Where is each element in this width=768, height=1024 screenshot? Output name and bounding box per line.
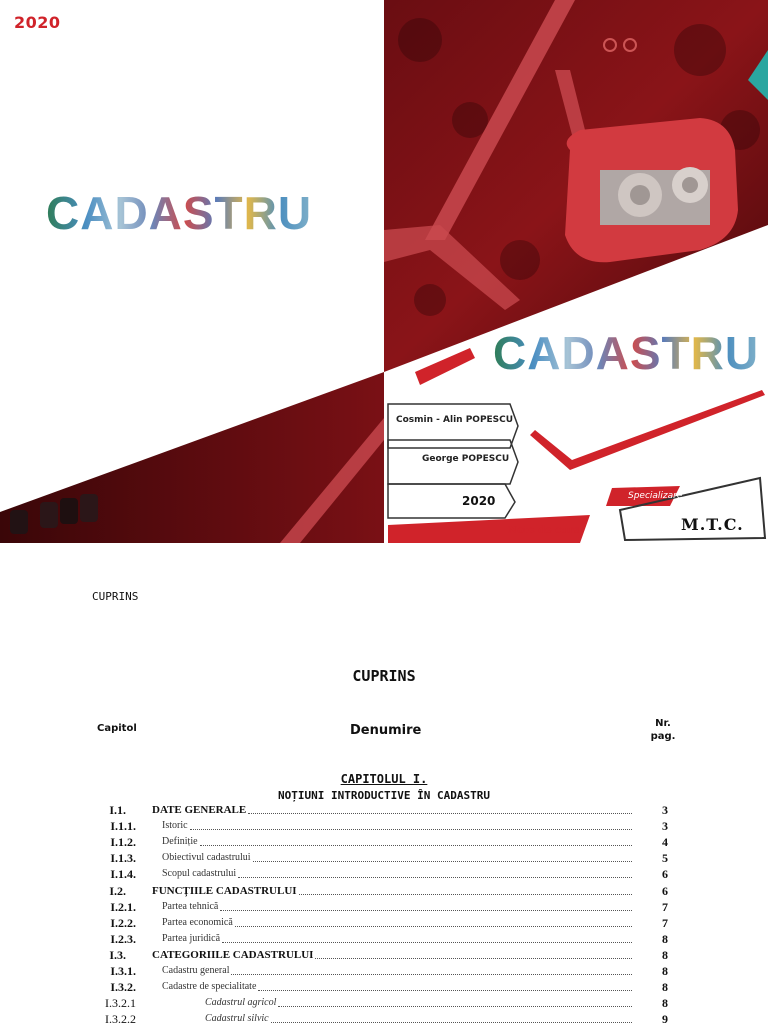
toc-title: Cadastrul agricol — [205, 997, 277, 1009]
author-2: George POPESCU — [422, 454, 510, 464]
toc-leader-dots — [190, 829, 632, 830]
toc-row — [0, 931, 768, 947]
toc-title: FUNCȚIILE CADASTRULUI — [152, 884, 297, 897]
toc-row — [0, 802, 768, 818]
toc-row — [0, 850, 768, 866]
chapter-subtitle: NOȚIUNI INTRODUCTIVE ÎN CADASTRU — [278, 789, 490, 802]
toc-number: I.3.2.1 — [105, 996, 136, 1011]
toc-page-number: 7 — [662, 899, 668, 914]
toc-page-number: 7 — [662, 915, 668, 930]
toc-leader-dots — [258, 990, 632, 991]
toc-row — [0, 995, 768, 1011]
toc-page-number: 3 — [662, 803, 668, 817]
column-name: Denumire — [350, 723, 422, 738]
toc-page-number: 8 — [662, 931, 668, 946]
toc-leader-dots — [231, 974, 632, 975]
toc-row — [0, 899, 768, 915]
toc-title: Cadastre de specialitate — [162, 981, 257, 993]
toc-page-number: 8 — [662, 996, 668, 1011]
toc-row — [0, 947, 768, 963]
toc-leader-dots — [235, 926, 632, 927]
toc-leader-dots — [271, 1022, 632, 1023]
toc-number: I.1.4. — [110, 867, 136, 882]
column-page-line1: Nr. — [655, 718, 671, 729]
year-box — [388, 484, 515, 518]
toc-leader-dots — [200, 845, 632, 846]
toc-number: I.1. — [109, 803, 126, 817]
toc-page-number: 3 — [662, 819, 668, 834]
toc-title: Istoric — [162, 820, 188, 832]
toc-row — [0, 834, 768, 850]
toc-row — [0, 883, 768, 899]
toc-number: I.2.1. — [110, 899, 136, 914]
toc-title: Cadastrul silvic — [205, 1013, 269, 1024]
toc-number: I.2.2. — [110, 915, 136, 930]
toc-number: I.3.2. — [110, 980, 136, 995]
toc-number: I.2.3. — [110, 931, 136, 946]
toc-title: Partea juridică — [162, 932, 221, 944]
specialization-label: Specializare — [628, 491, 683, 501]
page-header: CUPRINS — [92, 590, 139, 603]
toc-number: I.3. — [109, 947, 126, 962]
toc-title: Cadastru general — [162, 965, 230, 976]
toc-number: I.1.1. — [110, 819, 136, 834]
toc-leader-dots — [220, 910, 632, 911]
notes-label: Note de curs — [508, 525, 580, 536]
toc-page-number: 8 — [662, 980, 668, 995]
toc-title: DATE GENERALE — [152, 804, 247, 816]
toc-leader-dots — [248, 813, 632, 814]
toc-row — [0, 963, 768, 979]
toc-title: Scopul cadastrului — [162, 868, 237, 880]
toc-number: I.1.2. — [110, 835, 136, 850]
toc-row — [0, 915, 768, 931]
author-1: Cosmin - Alin POPESCU — [396, 415, 514, 425]
cover-title: CADASTRU — [46, 187, 313, 239]
toc-row — [0, 979, 768, 995]
toc-leader-dots — [238, 877, 632, 878]
toc-title: Partea tehnică — [162, 900, 219, 912]
specialization-value: M.T.C. — [681, 515, 744, 534]
toc-number: I.3.2.2 — [105, 1012, 136, 1024]
toc-page-number: 9 — [662, 1012, 668, 1024]
toc-page-number: 6 — [662, 883, 668, 898]
toc-row — [0, 1011, 768, 1024]
toc-leader-dots — [315, 958, 632, 959]
author-box-1 — [388, 404, 518, 448]
toc-number: I.3.1. — [110, 964, 136, 978]
toc-leader-dots — [278, 1006, 632, 1007]
cover-title-secondary: CADASTRU — [493, 327, 760, 379]
toc-page-number: 4 — [662, 835, 668, 850]
church-building — [600, 167, 710, 225]
column-page — [650, 717, 676, 743]
page-title: CUPRINS — [352, 667, 416, 685]
toc-leader-dots — [253, 861, 632, 862]
toc-number: I.2. — [109, 883, 126, 898]
column-chapter: Capitol — [97, 723, 137, 734]
table-of-contents-page — [0, 543, 768, 1024]
toc-leader-dots — [222, 942, 632, 943]
toc-page-number: 8 — [662, 947, 668, 962]
toc-title: CATEGORIILE CADASTRULUI — [152, 948, 314, 961]
cover-year: 2020 — [14, 13, 61, 32]
cover-year-secondary: 2020 — [462, 494, 496, 508]
toc-number: I.1.3. — [110, 851, 136, 866]
toc-title: Definiție — [162, 836, 198, 848]
toc-title: Partea economică — [162, 916, 233, 928]
toc-row — [0, 818, 768, 834]
toc-title: Obiectivul cadastrului — [162, 852, 251, 864]
toc-page-number: 8 — [662, 964, 668, 978]
toc-row — [0, 866, 768, 882]
toc-page-number: 6 — [662, 867, 668, 882]
toc-page-number: 5 — [662, 851, 668, 866]
red-check-mark — [530, 390, 765, 470]
column-page-line2: pag. — [650, 731, 676, 742]
chapter-title: CAPITOLUL I. — [340, 772, 428, 786]
toc-leader-dots — [299, 894, 632, 895]
